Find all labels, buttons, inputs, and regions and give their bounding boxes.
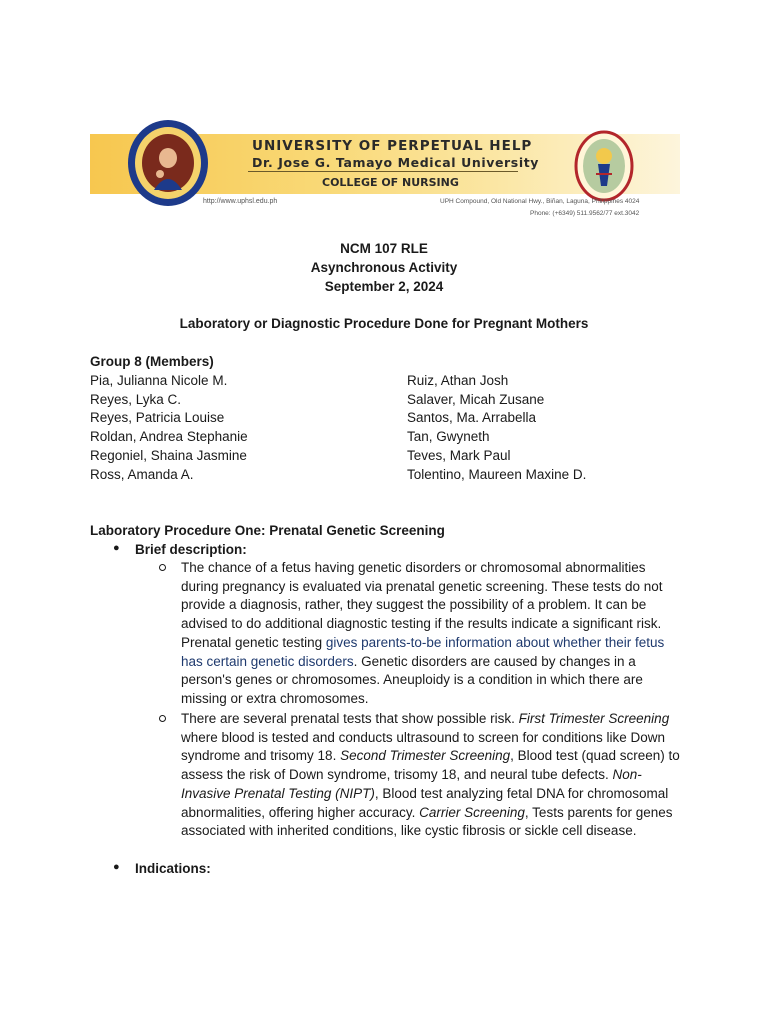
genetic-info-link[interactable]: gives parents-to-be information about whether their fetus has certain genetic disorders <box>181 634 665 669</box>
member-item: Ruiz, Athan Josh <box>407 373 509 388</box>
member-item: Tolentino, Maureen Maxine D. <box>407 466 587 482</box>
member-item: Pia, Julianna Nicole M. <box>90 373 228 388</box>
sub-bullet-icon <box>159 715 166 722</box>
phone: Phone: (+6349) 511.9562/77 ext.3042 <box>530 210 640 217</box>
medical-university-name: Dr. Jose G. Tamayo Medical University <box>252 155 540 170</box>
member-item: Ross, Amanda A. <box>90 466 194 482</box>
sub-bullet-icon <box>159 564 166 571</box>
website-url[interactable]: http://www.uphsl.edu.ph <box>203 198 278 205</box>
bullet-icon: ● <box>113 542 120 554</box>
bullet-icon: ● <box>113 861 120 873</box>
member-item: Teves, Mark Paul <box>407 447 511 463</box>
member-item: Salaver, Micah Zusane <box>407 391 545 407</box>
paragraph-2: There are several prenatal tests that show possible risk. First Trimester Screening where blood is tested and conducts ultrasound to screen for conditions like Down syndrome and trisomy 18. Second Trimester Screening, Blood test (quad screen) to assess the risk of Down syndrome, trisomy 18, and neural tube defects. Non-Invasive Prenatal Testing (NIPT), Blood test analyzing fetal DNA for chromosomal abnormalities, offering higher accuracy. Carrier Screening, Tests parents for genes associated with inherited conditions, like cystic fibrosis or sickle cell disease. <box>181 711 680 839</box>
brief-description-label: Brief description: <box>135 542 247 557</box>
member-item: Roldan, Andrea Stephanie <box>90 429 248 445</box>
activity-title: Asynchronous Activity <box>310 260 458 275</box>
group-heading: Group 8 (Members) <box>90 354 214 369</box>
university-seal-logo <box>126 118 210 208</box>
member-item: Reyes, Patricia Louise <box>90 410 225 426</box>
course-title: NCM 107 RLE <box>340 241 428 256</box>
member-item: Regoniel, Shaina Jasmine <box>90 447 247 463</box>
indications-label: Indications: <box>135 861 211 876</box>
college-name: COLLEGE OF NURSING <box>322 176 459 189</box>
date: September 2, 2024 <box>324 279 444 294</box>
members-left-column <box>90 372 248 484</box>
address: UPH Compound, Old National Hwy., Biñan, Laguna, Philippines 4024 <box>440 198 640 205</box>
member-item: Tan, Gwyneth <box>407 429 490 445</box>
procedure-heading: Laboratory Procedure One: Prenatal Genetic Screening <box>90 523 445 538</box>
topic-title: Laboratory or Diagnostic Procedure Done for Pregnant Mothers <box>179 316 589 331</box>
banner-divider <box>248 171 518 172</box>
member-item: Santos, Ma. Arrabella <box>407 410 537 426</box>
paragraph-1: The chance of a fetus having genetic disorders or chromosomal abnormalities during pregnancy is evaluated via prenatal genetic screening. These tests do not provide a diagnosis, rather, they suggest the possibility of a problem. It can be advised to do additional diagnostic testing if the results indicate a significant risk. Prenatal genetic testing gives parents-to-be information about whether their fetus has certain genetic disorders. Genetic disorders are caused by changes in a person's genes or chromosomes. Aneuploidy is a condition in which there are missing or extra chromosomes. <box>181 560 665 706</box>
nursing-seal-logo <box>574 130 634 202</box>
member-item: Reyes, Lyka C. <box>90 391 182 407</box>
members-right-column <box>407 372 586 484</box>
university-name: UNIVERSITY OF PERPETUAL HELP <box>252 138 533 154</box>
header-banner <box>90 118 680 217</box>
